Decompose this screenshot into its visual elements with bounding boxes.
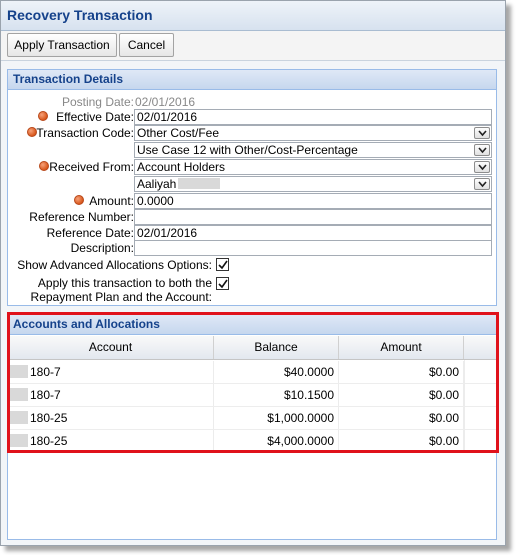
window-titlebar <box>1 1 505 31</box>
chevron-down-icon[interactable] <box>474 127 490 139</box>
account-cell <box>8 384 214 406</box>
grid-divider <box>464 360 465 452</box>
reference-number-input[interactable] <box>134 209 492 225</box>
apply-transaction-button[interactable]: Apply Transaction <box>7 33 117 57</box>
column-header-account[interactable]: Account <box>8 336 214 359</box>
chevron-down-icon[interactable] <box>474 178 490 190</box>
reference-date-input[interactable]: 02/01/2016 <box>134 225 492 241</box>
table-row[interactable] <box>8 361 496 384</box>
account-number: 180-25 <box>30 411 68 425</box>
amount-cell[interactable]: $0.00 <box>339 407 464 429</box>
transaction-subcode-select[interactable] <box>134 142 492 158</box>
accounts-allocations-header: Accounts and Allocations <box>8 315 496 335</box>
received-from-row <box>8 159 496 175</box>
transaction-details-panel <box>7 69 497 306</box>
transaction-code-select[interactable] <box>134 125 492 141</box>
table-row[interactable] <box>8 407 496 430</box>
toolbar <box>1 31 505 61</box>
transaction-code-label: Transaction Code: <box>36 126 134 140</box>
balance-cell: $1,000.0000 <box>214 407 339 429</box>
required-icon <box>38 111 48 121</box>
redacted-prefix <box>10 388 28 401</box>
table-row[interactable] <box>8 384 496 407</box>
reference-number-label: Reference Number: <box>29 210 134 224</box>
description-row <box>8 240 496 256</box>
reference-number-row <box>8 209 496 225</box>
advanced-options-checkbox[interactable] <box>216 258 229 271</box>
amount-row <box>8 193 496 209</box>
apply-both-label-line1: Apply this transaction to both the <box>37 276 212 290</box>
effective-date-label: Effective Date: <box>56 110 134 124</box>
received-from-person-value: Aaliyah <box>137 177 177 191</box>
received-from-select[interactable] <box>134 159 492 175</box>
transaction-subcode-row <box>8 142 496 158</box>
reference-date-row <box>8 225 496 241</box>
advanced-options-row <box>8 257 496 273</box>
amount-input[interactable]: 0.0000 <box>134 193 492 209</box>
apply-both-label-line2: Repayment Plan and the Account: <box>30 290 212 304</box>
description-label: Description: <box>70 241 134 255</box>
required-icon <box>39 161 49 171</box>
amount-cell[interactable]: $0.00 <box>339 384 464 406</box>
balance-cell: $10.1500 <box>214 384 339 406</box>
column-header-amount[interactable]: Amount <box>339 336 464 359</box>
amount-cell[interactable]: $0.00 <box>339 361 464 383</box>
transaction-code-row <box>8 125 496 141</box>
account-cell <box>8 407 214 429</box>
balance-cell: $4,000.0000 <box>214 430 339 452</box>
cancel-button[interactable]: Cancel <box>119 33 174 57</box>
account-number: 180-7 <box>30 365 61 379</box>
chevron-down-icon[interactable] <box>474 161 490 173</box>
amount-cell[interactable]: $0.00 <box>339 430 464 452</box>
received-from-value: Account Holders <box>137 160 226 174</box>
table-row[interactable] <box>8 430 496 453</box>
window-title: Recovery Transaction <box>7 7 153 23</box>
reference-date-label: Reference Date: <box>46 226 134 240</box>
transaction-code-value: Other Cost/Fee <box>137 126 220 140</box>
transaction-details-header: Transaction Details <box>8 70 496 90</box>
required-icon <box>74 195 84 205</box>
received-from-label: Received From: <box>49 160 134 174</box>
redacted-prefix <box>10 434 28 447</box>
balance-cell: $40.0000 <box>214 361 339 383</box>
received-from-person-row <box>8 176 496 192</box>
posting-date-value: 02/01/2016 <box>135 95 196 109</box>
posting-date-label: Posting Date: <box>61 95 134 109</box>
effective-date-row <box>8 109 496 125</box>
advanced-options-label: Show Advanced Allocations Options: <box>17 258 212 272</box>
redacted-prefix <box>10 411 28 424</box>
amount-label: Amount: <box>89 194 134 208</box>
redacted-prefix <box>10 365 28 378</box>
received-from-person-select[interactable] <box>134 176 492 192</box>
account-cell <box>8 361 214 383</box>
posting-date-row <box>8 94 496 110</box>
account-cell <box>8 430 214 452</box>
effective-date-input[interactable]: 02/01/2016 <box>134 109 492 125</box>
transaction-subcode-value: Use Case 12 with Other/Cost-Percentage <box>137 143 358 157</box>
apply-both-checkbox[interactable] <box>216 277 229 290</box>
chevron-down-icon[interactable] <box>474 144 490 156</box>
account-number: 180-25 <box>30 434 68 448</box>
description-input[interactable] <box>134 240 492 256</box>
column-header-balance[interactable]: Balance <box>214 336 339 359</box>
redacted-name <box>178 178 220 189</box>
grid-header <box>8 336 496 360</box>
apply-both-row <box>8 276 496 306</box>
account-number: 180-7 <box>30 388 61 402</box>
accounts-allocations-panel <box>7 314 497 540</box>
